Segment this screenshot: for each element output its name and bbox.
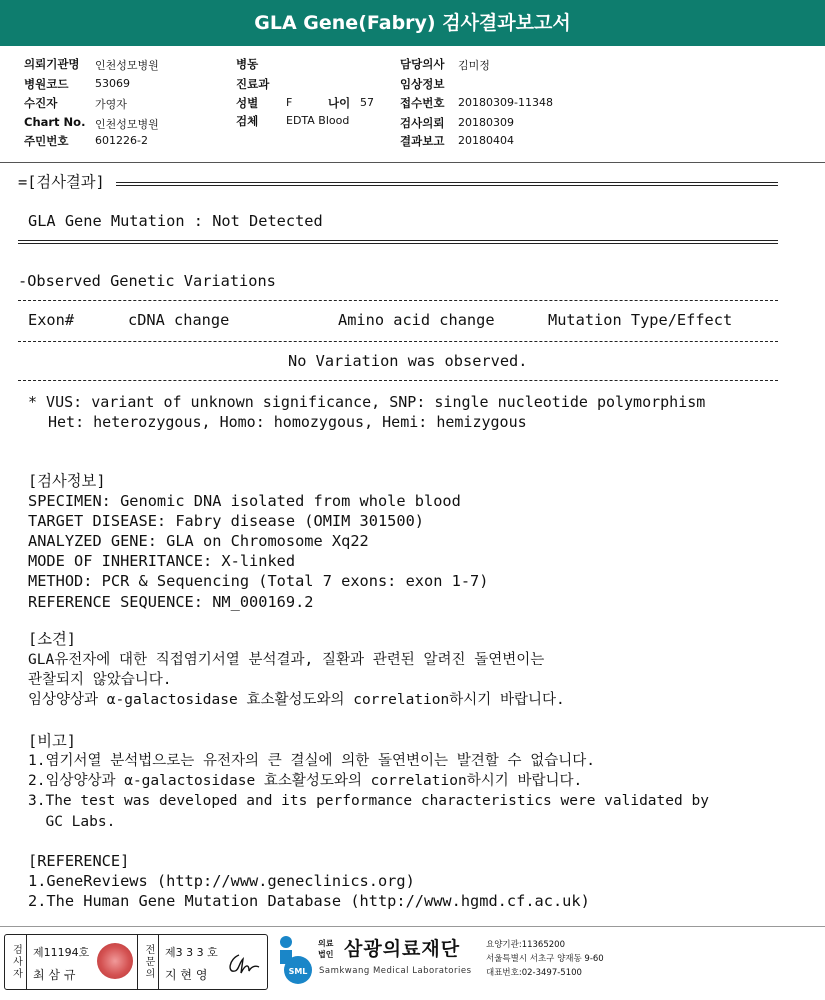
physician-license-no: 제3 3 3 호 (165, 946, 218, 959)
tester-seal-stamp (97, 943, 133, 979)
info-label: 임상정보 (400, 77, 445, 91)
info-value: 가영자 (95, 98, 127, 111)
info-label: 검사의뢰 (400, 116, 445, 130)
test-info-line: ANALYZED GENE: GLA on Chromosome Xq22 (28, 532, 369, 550)
reference-line: 1.GeneReviews (http://www.geneclinics.org) (28, 872, 415, 890)
lab-contact-line: 서울특별시 서초구 양재동 9-60 (486, 954, 604, 964)
opinion-line: 관찰되지 않았습니다. (28, 672, 172, 688)
dashed-rule (18, 380, 778, 381)
tester-license-no: 제11194호 (33, 946, 90, 959)
info-value: 인천성모병원 (95, 59, 159, 72)
test-info-line: METHOD: PCR & Sequencing (Total 7 exons: exon 1-7) (28, 572, 489, 590)
physician-signature (225, 949, 265, 979)
info-label: 성별 (236, 96, 259, 110)
info-value: 20180404 (458, 134, 514, 147)
info-label: 결과보고 (400, 134, 445, 148)
dashed-rule (18, 300, 778, 301)
table-header-cdna: cDNA change (128, 311, 230, 329)
table-header-exon: Exon# (28, 311, 75, 329)
remarks-line: 3.The test was developed and its performance characteristics were validated by (28, 793, 709, 809)
info-value: 57 (360, 96, 374, 109)
info-value: 김미정 (458, 59, 490, 72)
remarks-line: 1.염기서열 분석법으로는 유전자의 큰 결실에 의한 돌연변이는 발견할 수 없습니다. (28, 753, 595, 769)
info-label: 검체 (236, 114, 259, 128)
lab-contact-line: 대표번호:02-3497-5100 (486, 968, 582, 978)
info-value: 20180309 (458, 116, 514, 129)
info-label: 진료과 (236, 77, 270, 91)
remarks-heading: [비고] (28, 732, 76, 750)
lab-contact-block (486, 938, 604, 980)
info-value: 20180309-11348 (458, 96, 553, 109)
physician-label (137, 935, 159, 989)
patient-info-block (0, 50, 825, 162)
tester-name: 최 삼 규 (33, 968, 76, 982)
footnote-line: * VUS: variant of unknown significance, SNP: single nucleotide polymorphism (28, 393, 706, 411)
result-section-heading: =[검사결과] (18, 173, 105, 191)
header-divider (0, 162, 825, 163)
physician-label-text: 전문의 (143, 944, 154, 980)
info-value: EDTA Blood (286, 114, 350, 127)
info-label: 수진자 (24, 96, 58, 110)
physician-name: 지 현 영 (165, 968, 208, 982)
info-value: 53069 (95, 77, 130, 90)
tester-label-text: 검사자 (10, 944, 22, 980)
table-header-amino-acid: Amino acid change (338, 311, 495, 329)
signature-box (4, 934, 268, 990)
opinion-heading: [소견] (28, 630, 76, 648)
test-info-line: REFERENCE SEQUENCE: NM_000169.2 (28, 593, 314, 611)
observed-variations-heading: -Observed Genetic Variations (18, 272, 276, 290)
logo-text: SML (288, 967, 308, 976)
report-title: GLA Gene(Fabry) 검사결과보고서 (0, 0, 825, 46)
test-info-heading: [검사정보] (28, 472, 106, 490)
opinion-line: GLA유전자에 대한 직접염기서열 분석결과, 질환과 관련된 알려진 돌연변이는 (28, 652, 545, 668)
reference-line: 2.The Human Gene Mutation Database (http://www.hgmd.cf.ac.uk) (28, 892, 590, 910)
lab-name: 삼광의료재단 (344, 938, 461, 960)
double-rule (116, 182, 778, 183)
info-label: 의뢰기관명 (24, 57, 80, 71)
lab-contact-line: 요양기관:11365200 (486, 940, 565, 950)
remarks-line: GC Labs. (28, 814, 116, 830)
test-info-line: SPECIMEN: Genomic DNA isolated from whole blood (28, 492, 461, 510)
no-variation-message: No Variation was observed. (288, 352, 528, 370)
table-header-mutation-type: Mutation Type/Effect (548, 311, 733, 329)
info-label: Chart No. (24, 115, 86, 129)
mutation-summary: GLA Gene Mutation : Not Detected (28, 212, 323, 230)
footnote-line: Het: heterozygous, Homo: homozygous, Hemi: hemizygous (48, 413, 527, 431)
info-label: 담당의사 (400, 57, 445, 71)
reference-heading: [REFERENCE] (28, 852, 130, 870)
info-value: F (286, 96, 293, 109)
lab-legal-type: 의료 법인 (318, 939, 334, 959)
info-label: 나이 (328, 96, 351, 110)
dashed-rule (18, 341, 778, 342)
footer-divider (0, 926, 825, 927)
sml-logo-icon (272, 934, 318, 986)
double-rule (18, 240, 778, 241)
info-value: 인천성모병원 (95, 118, 159, 131)
info-label: 병원코드 (24, 77, 69, 91)
info-value: 601226-2 (95, 134, 148, 147)
info-label: 병동 (236, 57, 259, 71)
test-info-line: MODE OF INHERITANCE: X-linked (28, 552, 296, 570)
info-label: 주민번호 (24, 134, 69, 148)
lab-english-name: Samkwang Medical Laboratories (319, 966, 472, 976)
tester-label (5, 935, 27, 989)
info-label: 접수번호 (400, 96, 445, 110)
opinion-line: 임상양상과 α-galactosidase 효소활성도와의 correlation하시기 바랍니다. (28, 692, 565, 708)
remarks-line: 2.임상양상과 α-galactosidase 효소활성도와의 correlation하시기 바랍니다. (28, 773, 583, 789)
test-info-line: TARGET DISEASE: Fabry disease (OMIM 301500) (28, 512, 425, 530)
